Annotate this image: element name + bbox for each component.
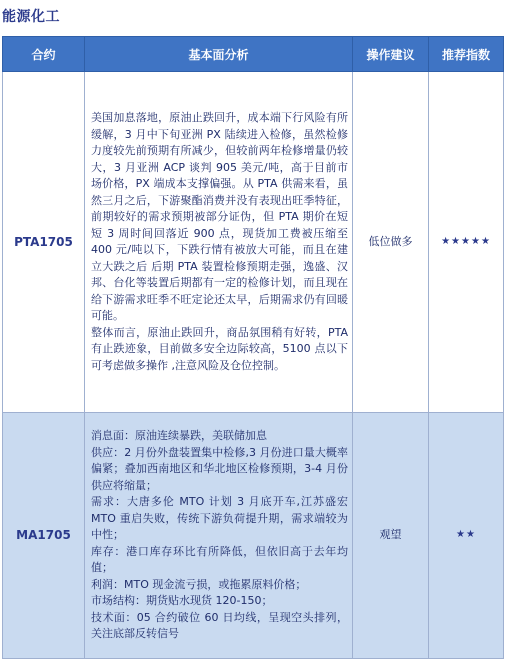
analysis-line: 技术面：05 合约破位 60 日均线，呈现空头排列，关注底部反转信号 — [91, 610, 348, 641]
rating-stars: ★★★★★ — [429, 72, 504, 413]
header-advice: 操作建议 — [353, 37, 429, 72]
analysis-line: 需求：大唐多伦 MTO 计划 3 月底开车,江苏盛宏 MTO 重启失败，传统下游负荷提升期，需求端较为中性； — [91, 495, 348, 542]
table-header-row — [3, 37, 504, 72]
header-analysis: 基本面分析 — [85, 37, 353, 72]
contract-cell: PTA1705 — [3, 72, 85, 413]
contract-cell: MA1705 — [3, 413, 85, 659]
analysis-line: 库存：港口库存环比有所降低，但依旧高于去年均值； — [91, 544, 348, 575]
header-contract: 合约 — [3, 37, 85, 72]
analysis-line: 供应：2 月份外盘装置集中检修,3 月份进口量大概率偏紧；叠加西南地区和华北地区检修预期，3-4 月份供应将缩量； — [91, 445, 348, 492]
analysis-line: 市场结构：期货贴水现货 120-150； — [91, 594, 273, 608]
advice-cell: 观望 — [353, 413, 429, 659]
rating-stars: ★★ — [429, 413, 504, 659]
analysis-line: 消息面：原油连续暴跌，美联储加息 — [91, 429, 267, 443]
section-title: 能源化工 — [2, 9, 60, 25]
analysis-paragraph: 整体而言，原油止跌回升，商品氛围稍有好转，PTA 有止跌迹象，目前做多安全边际较高，5100 点以下可考虑做多操作 ,注意风险及仓位控制。 — [91, 325, 348, 372]
analysis-cell — [85, 72, 353, 413]
analysis-line: 利润：MTO 现金流亏损，或拖累原料价格； — [91, 577, 307, 591]
analysis-paragraph: 美国加息落地，原油止跌回升，成本端下行风险有所缓解，3 月中下旬亚洲 PX 陆续进入检修，虽然检修力度较先前预期有所减少，但较前两年检修增量仍较大，3 月亚洲 ACP 谈判 905 美元/吨，高于目前市场价格，PX 端成本支撑偏强。从 PTA 供需来看，虽然三月之后，下游聚酯消费并没有表现出旺季特征，前期较好的需求预期被部分证伪，但 PTA 期价在短短 3 周时间回落近 900 点，现货加工费被压缩至 400 元/吨以下，下跌行情有被放大可能，而且在建立大跌之后 后期 PTA 装置检修预期走强，逸盛、汉邦、台化等装置后期都有一定的检修计划，而且现在给下游需求旺季不旺定论还太早，后期需求仍有回暖可能。 — [91, 111, 348, 322]
table-row — [3, 72, 504, 413]
analysis-cell — [85, 413, 353, 659]
header-rating: 推荐指数 — [429, 37, 504, 72]
advice-cell: 低位做多 — [353, 72, 429, 413]
recommendation-table — [2, 36, 504, 659]
table-row — [3, 413, 504, 659]
